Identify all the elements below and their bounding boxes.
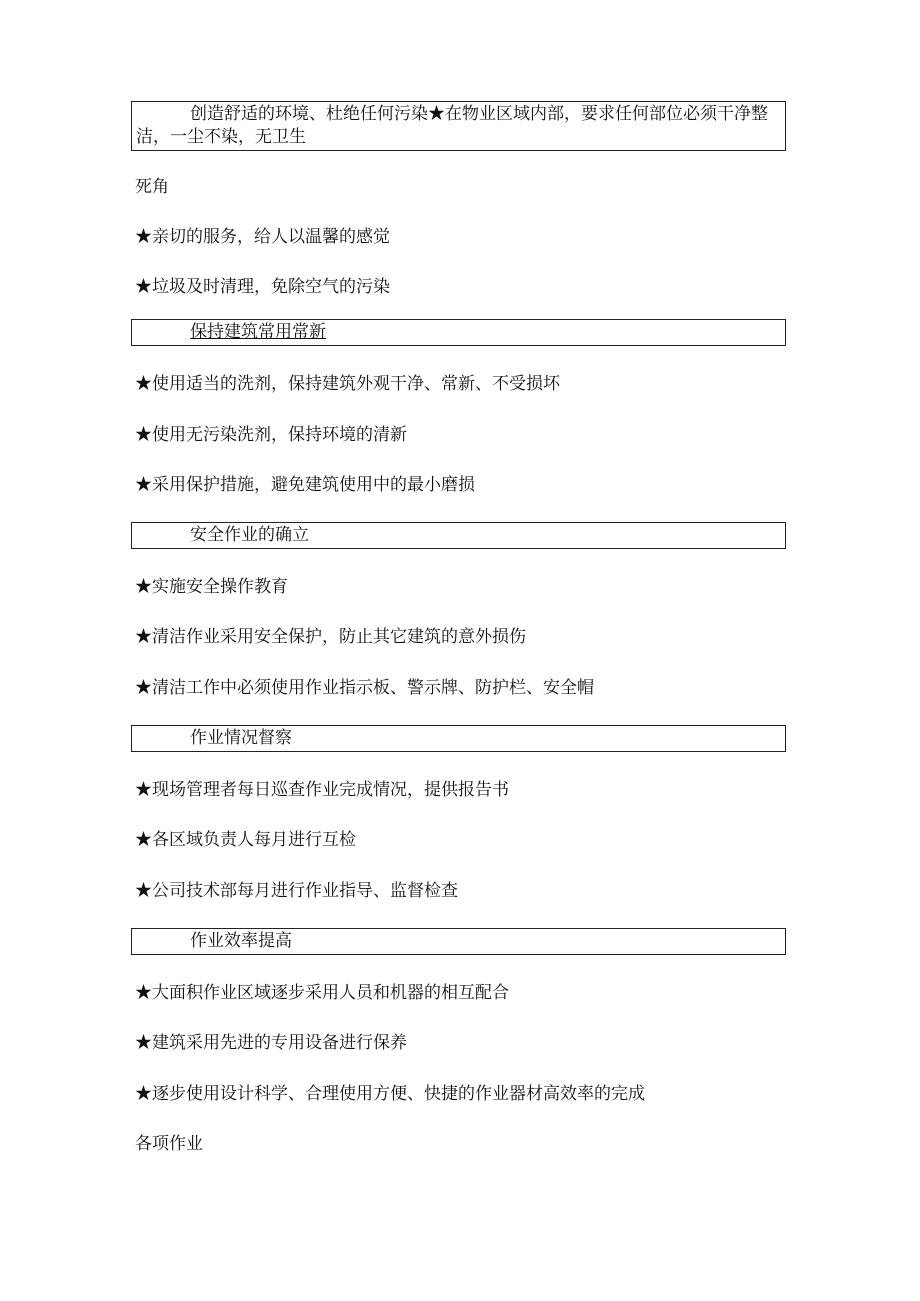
list-item: ★公司技术部每月进行作业指导、监督检查 — [135, 881, 458, 901]
list-item: ★大面积作业区域逐步采用人员和机器的相互配合 — [135, 983, 509, 1003]
list-item: ★现场管理者每日巡查作业完成情况，提供报告书 — [135, 780, 509, 800]
list-item: ★建筑采用先进的专用设备进行保养 — [135, 1033, 407, 1053]
list-item: ★各区域负责人每月进行互检 — [135, 830, 356, 850]
list-item: ★使用适当的洗剂，保持建筑外观干净、常新、不受损坏 — [135, 374, 560, 394]
list-item: ★亲切的服务，给人以温馨的感觉 — [135, 227, 390, 247]
list-item: ★垃圾及时清理，免除空气的污染 — [135, 277, 390, 297]
section-heading-text: 保持建筑常用常新 — [190, 322, 326, 342]
section-heading-text: 作业效率提高 — [190, 931, 292, 951]
list-item: ★实施安全操作教育 — [135, 577, 288, 597]
heading-continuation: 死角 — [135, 177, 169, 197]
section-heading-clean-environment — [131, 101, 786, 151]
section-heading-text: 作业情况督察 — [190, 728, 292, 748]
section-heading-supervision — [131, 725, 786, 752]
list-item: ★逐步使用设计科学、合理使用方便、快捷的作业器材高效率的完成 — [135, 1084, 645, 1104]
list-item: ★采用保护措施，避免建筑使用中的最小磨损 — [135, 475, 475, 495]
section-heading-text: 安全作业的确立 — [190, 525, 309, 545]
list-item: ★清洁工作中必须使用作业指示板、警示牌、防护栏、安全帽 — [135, 678, 594, 698]
list-item: ★清洁作业采用安全保护，防止其它建筑的意外损伤 — [135, 627, 526, 647]
section-heading-safety — [131, 522, 786, 549]
section-heading-text: 创造舒适的环境、杜绝任何污染★在物业区域内部，要求任何部位必须干净整洁，一尘不染，无卫生 — [136, 104, 768, 147]
item-continuation: 各项作业 — [135, 1134, 203, 1154]
section-heading-efficiency — [131, 928, 786, 955]
section-heading-building-upkeep — [131, 319, 786, 346]
list-item: ★使用无污染洗剂，保持环境的清新 — [135, 425, 407, 445]
